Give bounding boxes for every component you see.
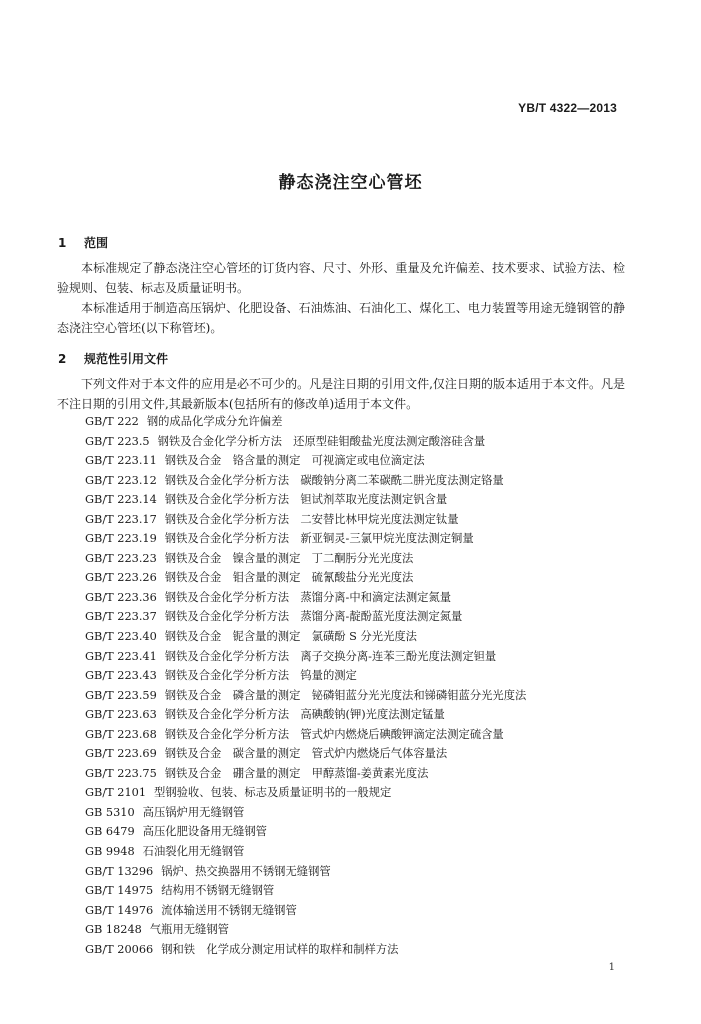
reference-title: 钢铁及合金化学分析方法 钨量的测定 — [164, 669, 357, 683]
reference-code: GB/T 223.68 — [85, 727, 157, 741]
reference-item — [85, 783, 526, 803]
references-intro: 下列文件对于本文件的应用是必不可少的。凡是注日期的引用文件,仅注日期的版本适用于本文件。凡是不注日期的引用文件,其最新版本(包括所有的修改单)适用于本文件。 — [57, 377, 625, 411]
reference-code: GB/T 223.40 — [85, 630, 157, 644]
reference-item — [85, 725, 526, 745]
reference-item — [85, 549, 526, 569]
section-title: 范围 — [84, 236, 109, 250]
reference-code: GB/T 14976 — [85, 903, 154, 917]
reference-title: 钢铁及合金化学分析方法 还原型硅钼酸盐光度法测定酸溶硅含量 — [157, 434, 486, 448]
reference-item — [85, 705, 526, 725]
reference-code: GB/T 223.19 — [85, 532, 157, 546]
reference-code: GB/T 20066 — [85, 942, 154, 956]
reference-title: 石油裂化用无缝钢管 — [142, 845, 245, 859]
section-title: 规范性引用文件 — [84, 352, 169, 366]
reference-title: 高压化肥设备用无缝钢管 — [142, 825, 267, 839]
reference-code: GB/T 223.63 — [85, 708, 157, 722]
reference-item — [85, 881, 526, 901]
reference-item — [85, 940, 526, 960]
section-number: 2 — [58, 352, 67, 366]
reference-title: 钢铁及合金化学分析方法 蒸馏分离-靛酚蓝光度法测定氮量 — [164, 610, 463, 624]
reference-code: GB/T 223.5 — [85, 434, 150, 448]
reference-item — [85, 432, 526, 452]
reference-item — [85, 627, 526, 647]
scope-paragraph-1: 本标准规定了静态浇注空心管坯的订货内容、尺寸、外形、重量及允许偏差、技术要求、试验方法、检验规则、包装、标志及质量证明书。 — [57, 261, 625, 295]
reference-item — [85, 744, 526, 764]
reference-title: 高压锅炉用无缝钢管 — [142, 805, 245, 819]
reference-list — [85, 412, 526, 959]
reference-code: GB/T 223.43 — [85, 669, 157, 683]
reference-code: GB/T 223.37 — [85, 610, 157, 624]
reference-code: GB/T 223.11 — [85, 454, 157, 468]
standard-code: YB/T 4322—2013 — [518, 101, 617, 115]
reference-title: 钢铁及合金化学分析方法 二安替比林甲烷光度法测定钛量 — [164, 512, 459, 526]
reference-code: GB/T 13296 — [85, 864, 154, 878]
reference-item — [85, 412, 526, 432]
reference-code: GB/T 223.14 — [85, 493, 157, 507]
reference-title: 钢铁及合金化学分析方法 高碘酸钠(钾)光度法测定锰量 — [164, 708, 445, 722]
document-title: 静态浇注空心管坯 — [278, 173, 423, 193]
reference-item — [85, 666, 526, 686]
reference-item — [85, 490, 526, 510]
reference-title: 钢铁及合金化学分析方法 离子交换分离-连苯三酚光度法测定钽量 — [164, 649, 497, 663]
reference-title: 钢铁及合金 磷含量的测定 铋磷钼蓝分光光度法和锑磷钼蓝分光光度法 — [164, 688, 527, 702]
reference-item — [85, 607, 526, 627]
reference-item — [85, 764, 526, 784]
reference-title: 钢铁及合金 铌含量的测定 氯磺酚 S 分光光度法 — [164, 630, 417, 644]
reference-item — [85, 588, 526, 608]
reference-title: 钢铁及合金化学分析方法 新亚铜灵-三氯甲烷光度法测定铜量 — [164, 532, 474, 546]
reference-title: 钢和铁 化学成分测定用试样的取样和制样方法 — [161, 942, 399, 956]
reference-code: GB 9948 — [85, 845, 135, 859]
reference-code: GB 5310 — [85, 805, 135, 819]
section-1-heading — [58, 234, 108, 251]
reference-item — [85, 451, 526, 471]
reference-item — [85, 568, 526, 588]
reference-title: 钢铁及合金 镍含量的测定 丁二酮肟分光光度法 — [164, 551, 414, 565]
reference-item — [85, 842, 526, 862]
reference-code: GB 6479 — [85, 825, 135, 839]
reference-item — [85, 901, 526, 921]
reference-item — [85, 803, 526, 823]
reference-title: 钢铁及合金 硼含量的测定 甲醇蒸馏-姜黄素光度法 — [164, 766, 429, 780]
reference-code: GB/T 14975 — [85, 884, 154, 898]
section-number: 1 — [58, 236, 67, 250]
reference-title: 钢的成品化学成分允许偏差 — [146, 415, 283, 428]
reference-code: GB 18248 — [85, 923, 142, 937]
reference-title: 结构用不锈钢无缝钢管 — [161, 884, 275, 898]
reference-title: 流体输送用不锈钢无缝钢管 — [161, 903, 297, 917]
reference-title: 气瓶用无缝钢管 — [149, 923, 229, 937]
reference-title: 钢铁及合金 碳含量的测定 管式炉内燃烧后气体容量法 — [164, 747, 448, 761]
reference-item — [85, 471, 526, 491]
scope-paragraph-2: 本标准适用于制造高压锅炉、化肥设备、石油炼油、石油化工、煤化工、电力装置等用途无缝钢管的静态浇注空心管坯(以下称管坯)。 — [57, 301, 625, 335]
reference-item — [85, 510, 526, 530]
reference-code: GB/T 223.23 — [85, 551, 157, 565]
reference-title: 钢铁及合金化学分析方法 蒸馏分离-中和滴定法测定氮量 — [164, 590, 452, 604]
reference-title: 钢铁及合金化学分析方法 管式炉内燃烧后碘酸钾滴定法测定硫含量 — [164, 727, 504, 741]
reference-code: GB/T 223.17 — [85, 512, 157, 526]
reference-code: GB/T 223.12 — [85, 473, 157, 487]
reference-item — [85, 686, 526, 706]
reference-code: GB/T 223.59 — [85, 688, 157, 702]
reference-code: GB/T 222 — [85, 415, 139, 428]
reference-item — [85, 920, 526, 940]
reference-title: 钢铁及合金 铬含量的测定 可视滴定或电位滴定法 — [164, 454, 425, 468]
reference-item — [85, 822, 526, 842]
section-2-heading — [58, 350, 168, 367]
reference-code: GB/T 223.26 — [85, 571, 157, 585]
reference-code: GB/T 223.69 — [85, 747, 157, 761]
reference-title: 钢铁及合金化学分析方法 碳酸钠分离二苯碳酰二肼光度法测定铬量 — [164, 473, 504, 487]
reference-title: 型钢验收、包装、标志及质量证明书的一般规定 — [154, 786, 392, 800]
reference-title: 钢铁及合金 钼含量的测定 硫氰酸盐分光光度法 — [164, 571, 414, 585]
reference-code: GB/T 223.41 — [85, 649, 157, 663]
reference-title: 钢铁及合金化学分析方法 钽试剂萃取光度法测定钒含量 — [164, 493, 448, 507]
reference-item — [85, 529, 526, 549]
reference-item — [85, 862, 526, 882]
reference-item — [85, 647, 526, 667]
reference-title: 锅炉、热交换器用不锈钢无缝钢管 — [161, 864, 331, 878]
reference-code: GB/T 223.36 — [85, 590, 157, 604]
reference-code: GB/T 223.75 — [85, 766, 157, 780]
reference-code: GB/T 2101 — [85, 786, 147, 800]
page-number: 1 — [608, 962, 615, 973]
